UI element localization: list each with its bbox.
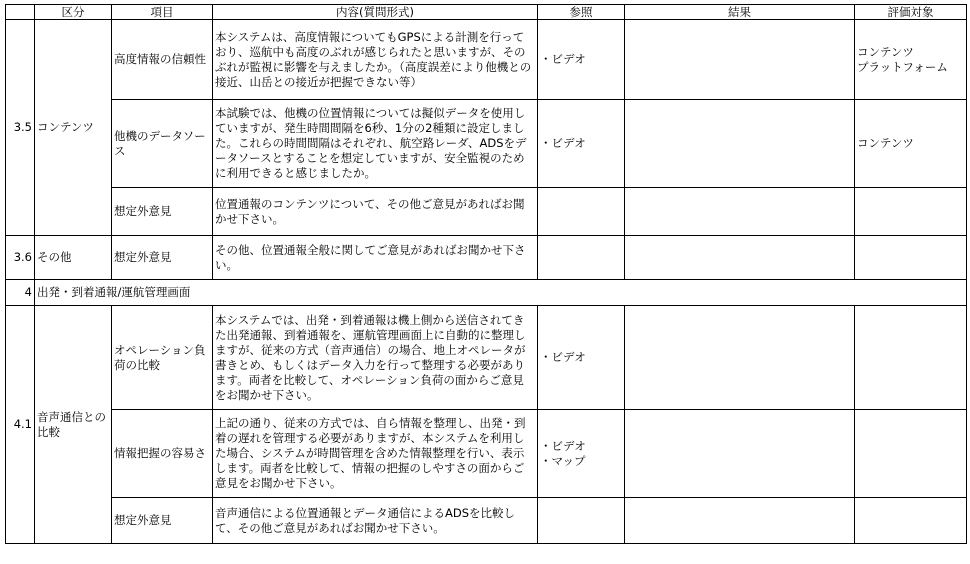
section-heading-row [6, 280, 967, 306]
header-category: 区分 [35, 5, 112, 20]
section-number: 3.6 [6, 236, 35, 280]
item-cell: 想定外意見 [112, 498, 213, 544]
evaluation-cell [855, 410, 967, 498]
section-number: 4.1 [6, 306, 35, 544]
section-category: コンテンツ [35, 20, 112, 236]
table-row [6, 20, 967, 100]
header-row [6, 5, 967, 20]
section-category: その他 [35, 236, 112, 280]
item-cell: オペレーション負荷の比較 [112, 306, 213, 410]
evaluation-item: コンテンツ [857, 136, 914, 150]
item-cell: 高度情報の信頼性 [112, 20, 213, 100]
section-number: 3.5 [6, 20, 35, 236]
reference-item: ・ビデオ [540, 52, 586, 66]
item-cell: 想定外意見 [112, 188, 213, 236]
result-cell[interactable] [625, 236, 855, 280]
evaluation-cell [855, 20, 967, 100]
header-reference: 参照 [538, 5, 625, 20]
evaluation-item: コンテンツ [857, 44, 914, 59]
result-cell[interactable] [625, 20, 855, 100]
reference-item: ・ビデオ [540, 438, 586, 453]
header-num [6, 5, 35, 20]
result-cell[interactable] [625, 100, 855, 188]
header-content: 内容(質問形式) [213, 5, 538, 20]
item-cell: 情報把握の容易さ [112, 410, 213, 498]
item-cell: 他機のデータソース [112, 100, 213, 188]
section-number: 4 [6, 280, 35, 306]
table-row [6, 188, 967, 236]
reference-item: ・ビデオ [540, 350, 586, 364]
content-cell: 本システムは、高度情報についてもGPSによる計測を行っており、巡航中も高度のぶれが感じられたと思いますが、そのぶれが監視に影響を与えましたか。（高度誤差により他機との接近、山岳との接近が把握できない等） [213, 20, 538, 100]
table-row [6, 100, 967, 188]
evaluation-cell [855, 188, 967, 236]
evaluation-cell [855, 100, 967, 188]
reference-item: ・マップ [540, 453, 586, 468]
content-cell: 音声通信による位置通報とデータ通信によるADSを比較して、その他ご意見があればお聞かせ下さい。 [213, 498, 538, 544]
result-cell[interactable] [625, 410, 855, 498]
evaluation-cell [855, 236, 967, 280]
evaluation-cell [855, 498, 967, 544]
section-category: 音声通信との比較 [35, 306, 112, 544]
header-evaluation: 評価対象 [855, 5, 967, 20]
header-result: 結果 [625, 5, 855, 20]
section-title: 出発・到着通報/運航管理画面 [35, 280, 967, 306]
reference-item: ・ビデオ [540, 136, 586, 150]
content-cell: 位置通報のコンテンツについて、その他ご意見があればお聞かせ下さい。 [213, 188, 538, 236]
table-row [6, 236, 967, 280]
table-row [6, 498, 967, 544]
table-row [6, 306, 967, 410]
table-row [6, 410, 967, 498]
content-cell: 本システムでは、出発・到着通報は機上側から送信されてきた出発通報、到着通報を、運航管理画面上に自動的に整理しますが、従来の方式（音声通信）の場合、地上オペレータが書きとめ、もしくはデータ入力を行って整理する必要があります。両者を比較して、オペレーション負荷の面からご意見をお聞かせ下さい。 [213, 306, 538, 410]
content-cell: その他、位置通報全般に関してご意見があればお聞かせ下さい。 [213, 236, 538, 280]
reference-cell [538, 100, 625, 188]
result-cell[interactable] [625, 306, 855, 410]
evaluation-item: プラットフォーム [857, 59, 948, 74]
reference-cell [538, 20, 625, 100]
content-cell: 上記の通り、従来の方式では、自ら情報を整理し、出発・到着の遅れを管理する必要がありますが、本システムを利用した場合、システムが時間管理を含めた情報整理を行い、表示します。両者を比較して、情報の把握のしやすさの面からご意見をお聞かせ下さい。 [213, 410, 538, 498]
header-item: 項目 [112, 5, 213, 20]
content-cell: 本試験では、他機の位置情報については擬似データを使用していますが、発生時間間隔を6秒、1分の2種類に設定しました。これらの時間間隔はそれぞれ、航空路レーダ、ADSをデータソースとすることを想定していますが、安全監視のために利用できると感じましたか。 [213, 100, 538, 188]
reference-cell [538, 188, 625, 236]
item-cell: 想定外意見 [112, 236, 213, 280]
result-cell[interactable] [625, 188, 855, 236]
result-cell[interactable] [625, 498, 855, 544]
reference-cell [538, 236, 625, 280]
evaluation-cell [855, 306, 967, 410]
reference-cell [538, 498, 625, 544]
questionnaire-table [5, 4, 967, 544]
reference-cell [538, 410, 625, 498]
reference-cell [538, 306, 625, 410]
